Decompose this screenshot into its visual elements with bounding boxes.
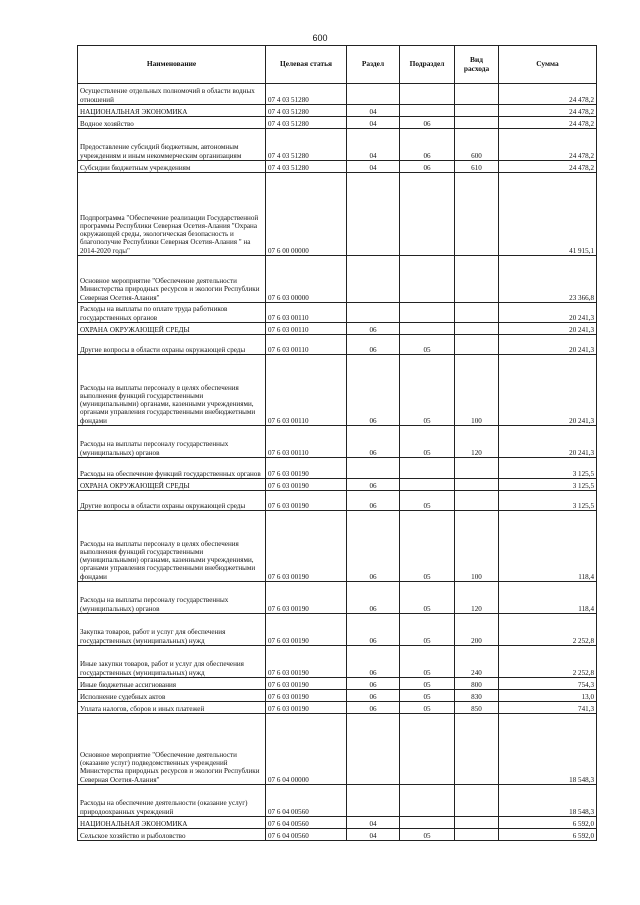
cell-name: Водное хозяйство xyxy=(78,117,266,129)
table-row xyxy=(78,105,597,117)
table-row xyxy=(78,479,597,491)
cell-expense-type xyxy=(455,817,499,829)
cell-sum: 3 125,5 xyxy=(499,491,597,511)
cell-expense-type: 800 xyxy=(455,678,499,690)
cell-section: 06 xyxy=(347,614,400,646)
table-row xyxy=(78,426,597,458)
cell-target: 07 6 03 00190 xyxy=(266,678,347,690)
cell-name: Другие вопросы в области охраны окружающей среды xyxy=(78,491,266,511)
cell-sum: 118,4 xyxy=(499,582,597,614)
cell-target: 07 6 03 00110 xyxy=(266,426,347,458)
table-row xyxy=(78,303,597,323)
cell-section: 04 xyxy=(347,117,400,129)
cell-sum: 20 241,3 xyxy=(499,323,597,335)
cell-target: 07 6 03 00110 xyxy=(266,355,347,426)
table-row xyxy=(78,817,597,829)
cell-sum: 24 478,2 xyxy=(499,84,597,105)
cell-expense-type xyxy=(455,785,499,817)
cell-sum: 41 915,1 xyxy=(499,173,597,256)
cell-section: 06 xyxy=(347,702,400,714)
cell-name: Расходы на выплаты персоналу в целях обеспечения выполнения функций государственными (муниципальными) органами, казенными учреждениями, органами управления государственными внебюджетными фондами xyxy=(78,355,266,426)
table-row xyxy=(78,355,597,426)
table-row xyxy=(78,614,597,646)
cell-subsection: 05 xyxy=(400,335,455,355)
header-expense-type: Вид расхода xyxy=(455,46,499,84)
cell-name: НАЦИОНАЛЬНАЯ ЭКОНОМИКА xyxy=(78,817,266,829)
cell-section: 06 xyxy=(347,646,400,678)
cell-sum: 6 592,0 xyxy=(499,817,597,829)
cell-name: Расходы на выплаты персоналу государственных (муниципальных) органов xyxy=(78,426,266,458)
cell-sum: 754,3 xyxy=(499,678,597,690)
cell-expense-type xyxy=(455,714,499,785)
cell-sum: 18 548,3 xyxy=(499,785,597,817)
cell-expense-type xyxy=(455,303,499,323)
cell-name: Основное мероприятие "Обеспечение деятельности Министерства природных ресурсов и экологии Республики Северная Осетия-Алания" xyxy=(78,256,266,303)
cell-section: 04 xyxy=(347,129,400,161)
table-row xyxy=(78,678,597,690)
cell-sum: 18 548,3 xyxy=(499,714,597,785)
cell-subsection: 05 xyxy=(400,690,455,702)
cell-target: 07 6 03 00110 xyxy=(266,303,347,323)
cell-expense-type: 100 xyxy=(455,511,499,582)
table-header-row xyxy=(78,46,597,84)
cell-target: 07 4 03 51280 xyxy=(266,84,347,105)
cell-name: Расходы на обеспечение деятельности (оказание услуг) природоохранных учреждений xyxy=(78,785,266,817)
cell-subsection: 05 xyxy=(400,829,455,841)
cell-subsection xyxy=(400,479,455,491)
cell-section xyxy=(347,84,400,105)
cell-expense-type: 200 xyxy=(455,614,499,646)
header-section: Раздел xyxy=(347,46,400,84)
cell-expense-type: 120 xyxy=(455,582,499,614)
cell-name: ОХРАНА ОКРУЖАЮЩЕЙ СРЕДЫ xyxy=(78,323,266,335)
cell-target: 07 6 03 00190 xyxy=(266,614,347,646)
table-row xyxy=(78,491,597,511)
cell-name: Закупка товаров, работ и услуг для обеспечения государственных (муниципальных) нужд xyxy=(78,614,266,646)
cell-sum: 3 125,5 xyxy=(499,458,597,479)
table-row xyxy=(78,714,597,785)
cell-target: 07 6 04 00000 xyxy=(266,714,347,785)
cell-section: 06 xyxy=(347,355,400,426)
cell-subsection: 05 xyxy=(400,355,455,426)
cell-subsection: 05 xyxy=(400,511,455,582)
cell-name: Субсидии бюджетным учреждениям xyxy=(78,161,266,173)
cell-target: 07 4 03 51280 xyxy=(266,161,347,173)
cell-sum: 24 478,2 xyxy=(499,117,597,129)
table-row xyxy=(78,785,597,817)
cell-sum: 24 478,2 xyxy=(499,129,597,161)
header-name: Наименование xyxy=(78,46,266,84)
cell-expense-type xyxy=(455,829,499,841)
cell-expense-type: 100 xyxy=(455,355,499,426)
cell-target: 07 6 04 00560 xyxy=(266,785,347,817)
cell-subsection xyxy=(400,105,455,117)
cell-name: НАЦИОНАЛЬНАЯ ЭКОНОМИКА xyxy=(78,105,266,117)
cell-expense-type xyxy=(455,458,499,479)
table-row xyxy=(78,84,597,105)
cell-subsection: 05 xyxy=(400,646,455,678)
cell-name: Другие вопросы в области охраны окружающей среды xyxy=(78,335,266,355)
cell-expense-type xyxy=(455,173,499,256)
cell-name: Иные закупки товаров, работ и услуг для обеспечения государственных (муниципальных) нужд xyxy=(78,646,266,678)
cell-name: Подпрограмма "Обеспечение реализации Государственной программы Республики Северная Осетия-Алания "Охрана окружающей среды, экологическая безопасность и благополучие Республики Северная Осетия-Алания " на 2014-2020 годы" xyxy=(78,173,266,256)
cell-sum: 2 252,8 xyxy=(499,614,597,646)
cell-section xyxy=(347,785,400,817)
cell-sum: 20 241,3 xyxy=(499,335,597,355)
cell-target: 07 6 03 00190 xyxy=(266,582,347,614)
cell-sum: 24 478,2 xyxy=(499,105,597,117)
table-row xyxy=(78,702,597,714)
cell-subsection: 05 xyxy=(400,582,455,614)
cell-name: ОХРАНА ОКРУЖАЮЩЕЙ СРЕДЫ xyxy=(78,479,266,491)
cell-expense-type xyxy=(455,256,499,303)
table-row xyxy=(78,582,597,614)
cell-expense-type xyxy=(455,105,499,117)
cell-expense-type: 850 xyxy=(455,702,499,714)
table-row xyxy=(78,323,597,335)
cell-target: 07 6 03 00000 xyxy=(266,256,347,303)
table-row xyxy=(78,161,597,173)
table-row xyxy=(78,511,597,582)
cell-sum: 20 241,3 xyxy=(499,426,597,458)
cell-target: 07 6 03 00190 xyxy=(266,702,347,714)
cell-subsection xyxy=(400,256,455,303)
cell-section: 06 xyxy=(347,479,400,491)
cell-expense-type: 120 xyxy=(455,426,499,458)
cell-subsection xyxy=(400,785,455,817)
cell-target: 07 6 04 00560 xyxy=(266,829,347,841)
cell-subsection: 06 xyxy=(400,129,455,161)
cell-name: Уплата налогов, сборов и иных платежей xyxy=(78,702,266,714)
cell-expense-type xyxy=(455,479,499,491)
cell-target: 07 6 03 00110 xyxy=(266,323,347,335)
cell-subsection: 06 xyxy=(400,161,455,173)
table-row xyxy=(78,690,597,702)
table-row xyxy=(78,256,597,303)
header-target: Целевая статья xyxy=(266,46,347,84)
table-row xyxy=(78,829,597,841)
cell-expense-type xyxy=(455,84,499,105)
cell-subsection: 05 xyxy=(400,426,455,458)
cell-subsection: 05 xyxy=(400,491,455,511)
cell-sum: 741,3 xyxy=(499,702,597,714)
cell-section xyxy=(347,256,400,303)
cell-target: 07 4 03 51280 xyxy=(266,105,347,117)
cell-sum: 3 125,5 xyxy=(499,479,597,491)
cell-expense-type xyxy=(455,117,499,129)
cell-target: 07 6 03 00190 xyxy=(266,458,347,479)
cell-target: 07 6 03 00190 xyxy=(266,479,347,491)
cell-expense-type xyxy=(455,323,499,335)
cell-section: 06 xyxy=(347,511,400,582)
cell-target: 07 6 00 00000 xyxy=(266,173,347,256)
table-row xyxy=(78,173,597,256)
cell-section: 06 xyxy=(347,690,400,702)
cell-section: 06 xyxy=(347,323,400,335)
cell-target: 07 6 03 00190 xyxy=(266,491,347,511)
cell-subsection xyxy=(400,84,455,105)
table-row xyxy=(78,117,597,129)
cell-expense-type xyxy=(455,335,499,355)
cell-expense-type: 240 xyxy=(455,646,499,678)
cell-section: 06 xyxy=(347,335,400,355)
cell-subsection: 05 xyxy=(400,614,455,646)
cell-name: Основное мероприятие "Обеспечение деятельности (оказание услуг) подведомственных учреждений Министерства природных ресурсов и экологии Республики Северная Осетия-Алания" xyxy=(78,714,266,785)
table-row xyxy=(78,129,597,161)
page-number: 600 xyxy=(312,33,328,43)
cell-sum: 6 592,0 xyxy=(499,829,597,841)
cell-expense-type: 610 xyxy=(455,161,499,173)
cell-subsection xyxy=(400,323,455,335)
cell-subsection: 06 xyxy=(400,117,455,129)
cell-subsection xyxy=(400,817,455,829)
cell-section: 04 xyxy=(347,817,400,829)
cell-section xyxy=(347,303,400,323)
cell-expense-type xyxy=(455,491,499,511)
header-sum: Сумма xyxy=(499,46,597,84)
table-row xyxy=(78,646,597,678)
cell-section xyxy=(347,173,400,256)
cell-name: Предоставление субсидий бюджетным, автономным учреждениям и иным некоммерческим организациям xyxy=(78,129,266,161)
cell-sum: 13,0 xyxy=(499,690,597,702)
cell-target: 07 4 03 51280 xyxy=(266,129,347,161)
cell-section xyxy=(347,458,400,479)
cell-section: 06 xyxy=(347,678,400,690)
cell-sum: 24 478,2 xyxy=(499,161,597,173)
cell-target: 07 6 04 00560 xyxy=(266,817,347,829)
cell-subsection xyxy=(400,458,455,479)
cell-section: 04 xyxy=(347,829,400,841)
budget-table xyxy=(77,45,597,841)
cell-target: 07 6 03 00190 xyxy=(266,646,347,678)
cell-name: Расходы на выплаты персоналу государственных (муниципальных) органов xyxy=(78,582,266,614)
table-row xyxy=(78,458,597,479)
cell-name: Сельское хозяйство и рыболовство xyxy=(78,829,266,841)
cell-section: 04 xyxy=(347,161,400,173)
cell-expense-type: 830 xyxy=(455,690,499,702)
table-body xyxy=(78,84,597,841)
cell-name: Исполнение судебных актов xyxy=(78,690,266,702)
cell-section: 06 xyxy=(347,582,400,614)
cell-section: 06 xyxy=(347,426,400,458)
cell-name: Расходы на выплаты по оплате труда работников государственных органов xyxy=(78,303,266,323)
cell-name: Расходы на выплаты персоналу в целях обеспечения выполнения функций государственными (муниципальными) органами, казенными учреждениями, органами управления государственными внебюджетными фондами xyxy=(78,511,266,582)
cell-name: Иные бюджетные ассигнования xyxy=(78,678,266,690)
cell-subsection xyxy=(400,714,455,785)
cell-sum: 118,4 xyxy=(499,511,597,582)
cell-section: 06 xyxy=(347,491,400,511)
cell-name: Расходы на обеспечение функций государственных органов xyxy=(78,458,266,479)
cell-subsection: 05 xyxy=(400,702,455,714)
cell-sum: 20 241,3 xyxy=(499,355,597,426)
cell-subsection xyxy=(400,303,455,323)
table-row xyxy=(78,335,597,355)
cell-target: 07 6 03 00190 xyxy=(266,690,347,702)
header-subsection: Подраздел xyxy=(400,46,455,84)
cell-subsection: 05 xyxy=(400,678,455,690)
cell-name: Осуществление отдельных полномочий в области водных отношений xyxy=(78,84,266,105)
cell-expense-type: 600 xyxy=(455,129,499,161)
cell-target: 07 6 03 00190 xyxy=(266,511,347,582)
cell-section xyxy=(347,714,400,785)
cell-sum: 23 366,8 xyxy=(499,256,597,303)
cell-sum: 20 241,3 xyxy=(499,303,597,323)
cell-sum: 2 252,8 xyxy=(499,646,597,678)
cell-target: 07 6 03 00110 xyxy=(266,335,347,355)
cell-subsection xyxy=(400,173,455,256)
cell-target: 07 4 03 51280 xyxy=(266,117,347,129)
cell-section: 04 xyxy=(347,105,400,117)
